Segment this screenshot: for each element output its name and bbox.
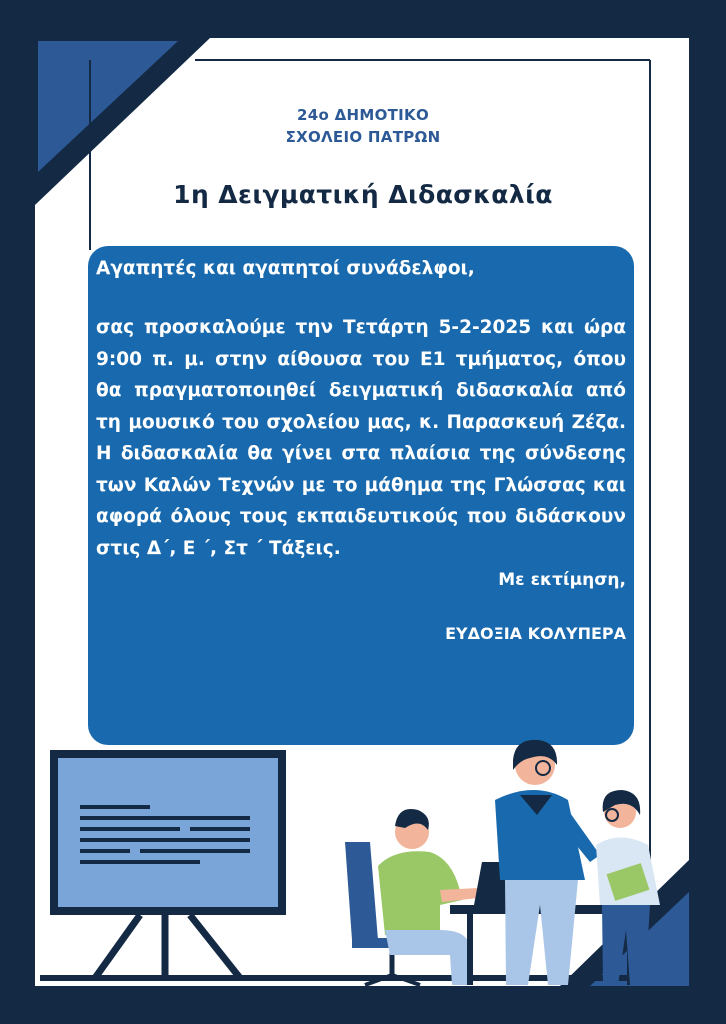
person-with-book-figure: [596, 790, 660, 985]
page-title: 1η Δειγματική Διδασκαλία: [173, 180, 553, 209]
school-name-line2: ΣΧΟΛΕΙΟ ΠΑΤΡΩΝ: [285, 128, 441, 146]
closing-text: Με εκτίμηση,: [498, 570, 626, 590]
greeting-text: Αγαπητές και αγαπητοί συνάδελφοι,: [96, 258, 475, 279]
school-name-line1: 24ο ΔΗΜΟΤΙΚΟ: [296, 106, 430, 124]
signature-name: ΕΥΔΟΞΙΑ ΚΟΛΥΠΕΡΑ: [445, 624, 626, 643]
standing-person-figure: [495, 740, 600, 985]
invitation-body-text: σας προσκαλούμε την Τετάρτη 5-2-2025 και ώρα 9:00 π. μ. στην αίθουσα του Ε1 τμήματος, όπου θα πραγματοποιηθεί δειγματική διδασκαλία από τη μουσικό του σχολείου μας, κ. Παρασκευή Ζέζα. Η διδασκαλία θα γίνει στα πλαίσια της σύνδεσης των Καλών Τεχνών με το μάθημα της Γλώσσας και αφορά όλους τους εκπαιδευτικούς που διδάσκουν στις Δ΄, Ε ΄, Στ ΄ Τάξεις.: [96, 317, 626, 559]
presentation-board-icon: [50, 750, 286, 978]
